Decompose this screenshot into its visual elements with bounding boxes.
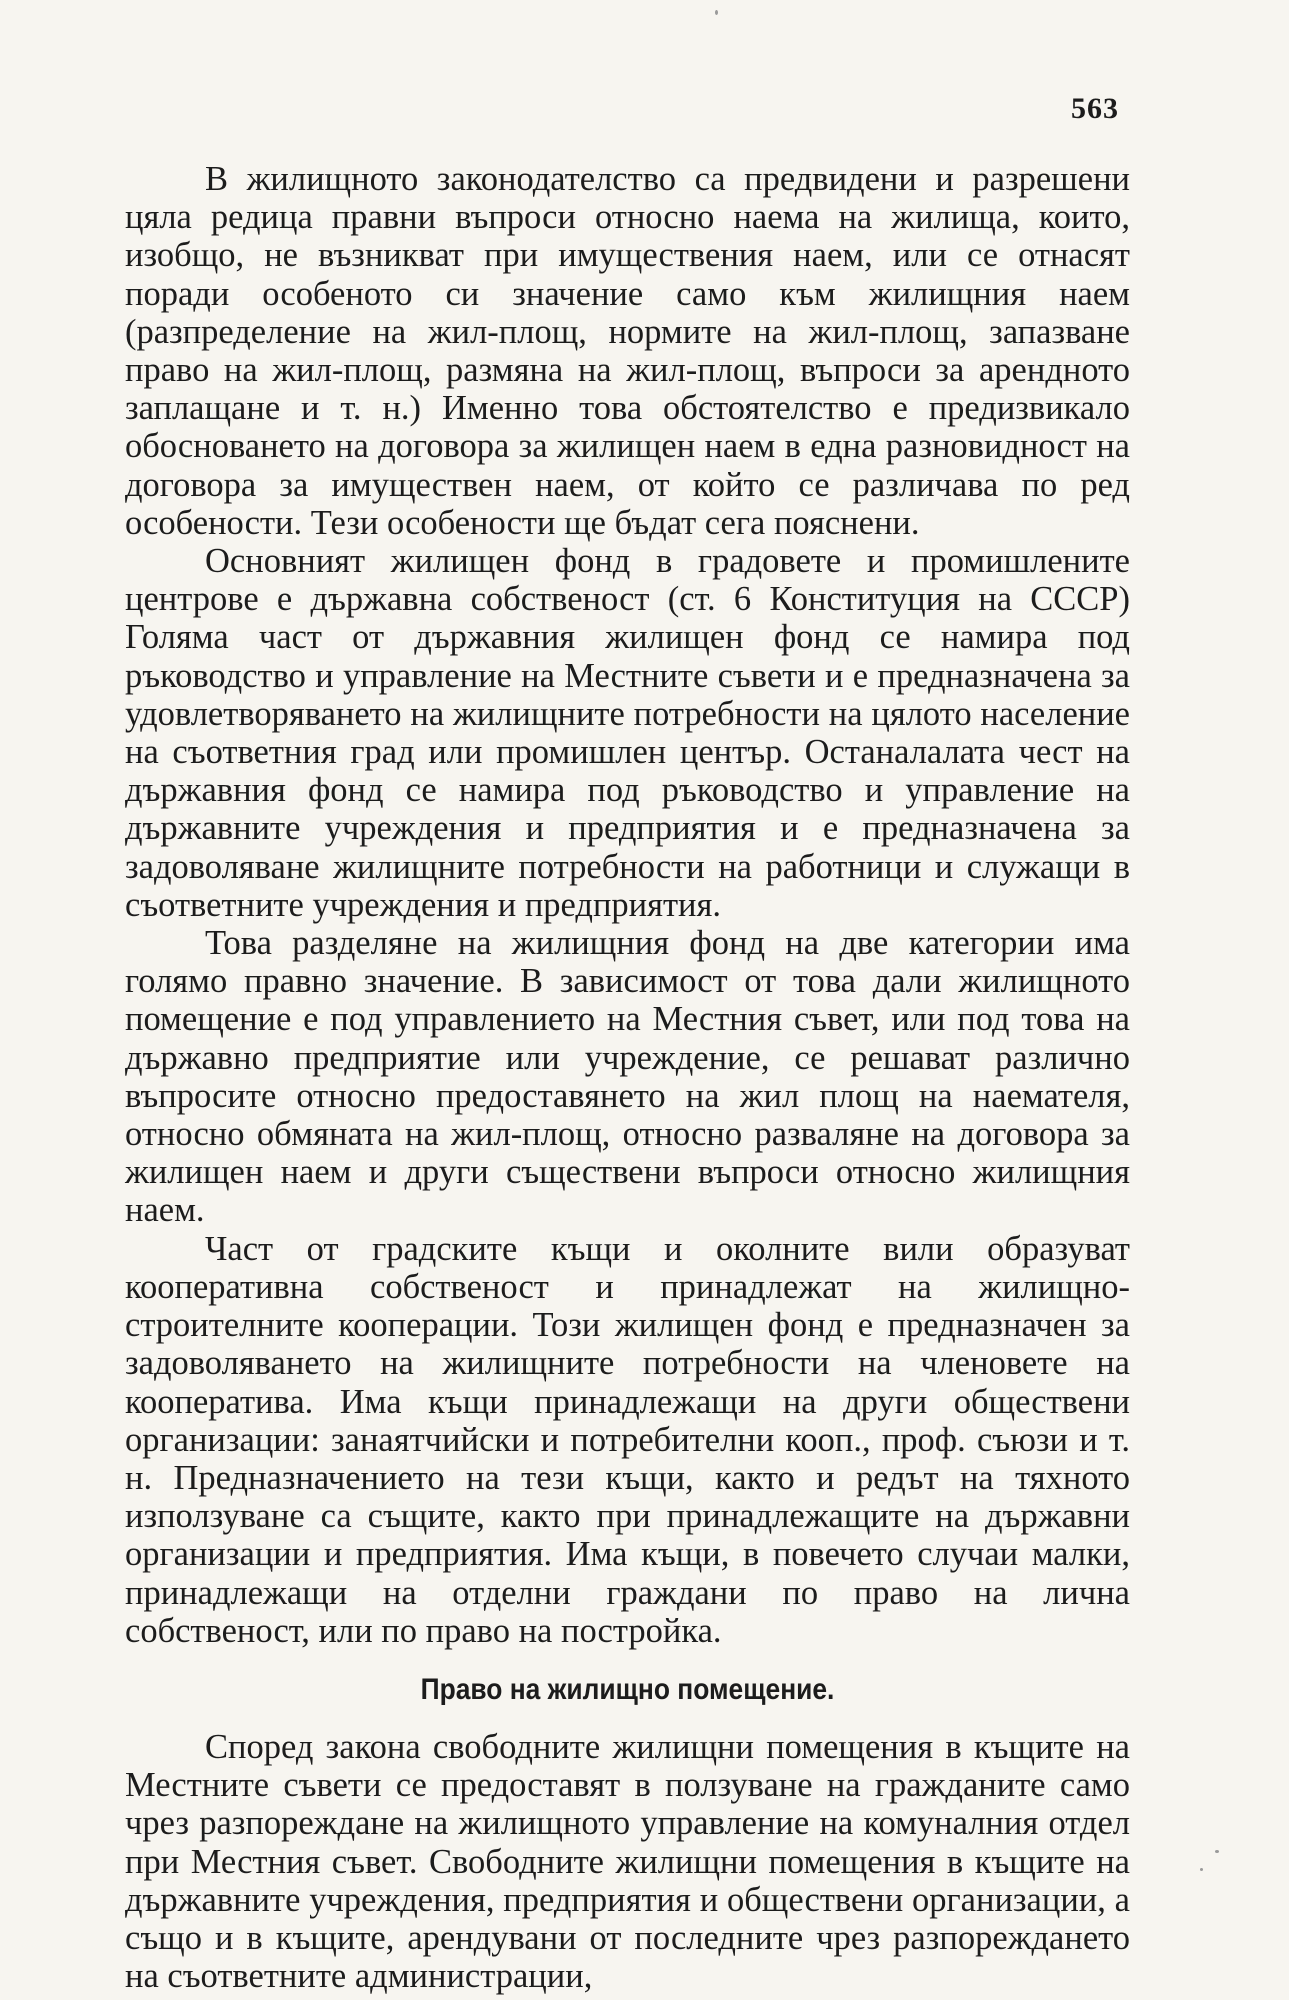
print-speck bbox=[1200, 1868, 1203, 1871]
print-speck bbox=[1215, 1850, 1219, 1853]
body-text bbox=[125, 160, 1130, 1995]
section-heading: Право на жилищно помещение. bbox=[420, 1672, 835, 1706]
paragraph-fund-division: Това разделяне на жилищния фонд на две категории има голямо правно значение. В зависимост от това дали жилищното помещение е под управлението на Местния съвет, или под това на държавно предприятие или учреждение, се решават различно въпросите относно предоставянето на жил площ на наемателя, относно обмяната на жил-площ, относно разваляне на договора за жилищен наем и други съществени въпроси относно жилищния наем. bbox=[125, 924, 1130, 1230]
paragraph-right-to-housing: Според закона свободните жилищни помещения в къщите на Местните съвети се предоставят в ползуване на гражданите само чрез разпореждане на жилищното управление на комуналния отдел при Местния съвет. Свободните жилищни помещения в къщите на държавните учреждения, предприятия и обществени организации, а също и в къщите, арендувани от последните чрез разпореждането на съответните администрации, bbox=[125, 1727, 1130, 1996]
paragraph-cooperative-property: Част от градските къщи и околните вили образуват кооперативна собственост и принадлежат на жилищно-строителните кооперации. Този жилищен фонд е предназначен за задоволяването на жилищните потребности на членовете на кооператива. Има къщи принадлежащи на други обществени организации: занаятчийски и потребителни кооп., проф. съюзи и т. н. Предназначението на тези къщи, както и редът на тяхното използуване са същите, както при принадлежащите на държавни организации и предприятия. Има къщи, в повечето случаи малки, принадлежащи на отделни граждани по право на лична собственост, или по право на постройка. bbox=[125, 1229, 1130, 1650]
paragraph-housing-fund: Основният жилищен фонд в градовете и промишлените центрове е държавна собственост (ст. 6 Конституция на СССР) Голяма част от държавния жилищен фонд се намира под ръководство и управление на Местните съвети и е предназначена за удовлетворяването на жилищните потребности на цялото население на съответния град или промишлен център. Останалалата чест на държавния фонд се намира под ръководство и управление на държавните учреждения и предприятия и е предназначена за задоволяване жилищните потребности на работници и служащи в съответните учреждения и предприятия. bbox=[125, 542, 1130, 924]
page-number: 563 bbox=[1071, 92, 1119, 125]
print-speck bbox=[715, 10, 718, 15]
paragraph-housing-legislation: В жилищното законодателство са предвидени и разрешени цяла редица правни въпроси относно наема на жилища, които, изобщо, не възникват при имуществения наем, или се отнасят поради особеното си значение само към жилищния наем (разпределение на жил-площ, нормите на жил-площ, запазване право на жил-площ, размяна на жил-площ, въпроси за арендното заплащане и т. н.) Именно това обстоятелство е предизвикало обосноването на договора за жилищен наем в една разновидност на договора за имуществен наем, от който се различава по ред особености. Тези особености ще бъдат сега пояснени. bbox=[125, 160, 1130, 542]
